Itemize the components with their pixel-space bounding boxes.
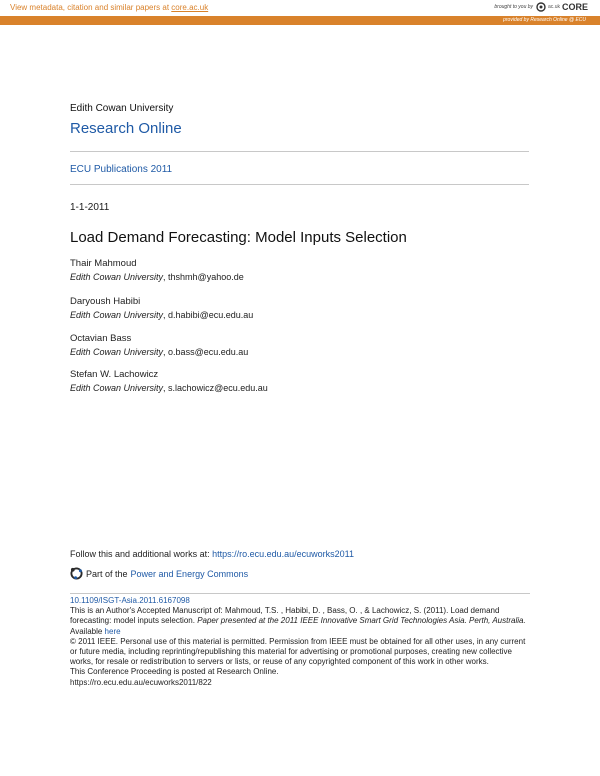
citation-block [70, 596, 530, 688]
core-logo[interactable] [536, 2, 588, 12]
author-email: , d.habibi@ecu.edu.au [163, 310, 254, 320]
doi-link[interactable]: 10.1109/ISGT-Asia.2011.6167098 [70, 596, 190, 605]
provided-by-text: provided by Research Online @ ECU [503, 17, 586, 23]
posted-notice: This Conference Proceeding is posted at Research Online. [70, 667, 279, 677]
author-entry [70, 369, 268, 393]
copyright-notice: © 2011 IEEE. Personal use of this material is permitted. Permission from IEEE must be obtained for all other uses, in any current or future media, including reprinting/republishing this material for advertising or promotional purposes, creating new collective works, for resale or redistribution to servers or lists, or reuse of any copyrighted component of this work in other works. [70, 636, 526, 667]
institution-name: Edith Cowan University [70, 103, 174, 114]
follow-link[interactable]: https://ro.ecu.edu.au/ecuworks2011 [212, 549, 354, 559]
affiliation-name: Edith Cowan University [70, 272, 164, 282]
divider [70, 184, 529, 185]
brought-by [494, 2, 588, 12]
part-of-line [70, 567, 248, 580]
provided-by-bar [0, 16, 600, 25]
core-logo-icon [536, 2, 546, 12]
follow-line [70, 549, 354, 559]
here-link[interactable]: here [104, 626, 121, 636]
author-affiliation [70, 347, 248, 357]
divider [70, 151, 529, 152]
author-affiliation [70, 310, 253, 320]
core-logo-word: CORE [561, 2, 588, 12]
affiliation-name: Edith Cowan University [70, 347, 164, 357]
author-affiliation [70, 272, 244, 282]
collection-link[interactable]: ECU Publications 2011 [70, 164, 173, 175]
affiliation-name: Edith Cowan University [70, 310, 164, 320]
network-icon [70, 567, 83, 580]
core-banner-label: View metadata, citation and similar papers at [10, 3, 172, 12]
paper-title: Load Demand Forecasting: Model Inputs Selection [70, 229, 407, 246]
author-email: , o.bass@ecu.edu.au [163, 347, 249, 357]
publication-date: 1-1-2011 [70, 202, 110, 213]
author-entry [70, 258, 244, 282]
citation-text [70, 606, 530, 637]
citation-main: This is an Author's Accepted Manuscript of: Mahmoud, T.S. , Habibi, D. , Bass, O. , & Lachowicz, S. (2011). Load demand forecasting: model inputs selection. [70, 606, 500, 626]
author-entry [70, 333, 248, 357]
affiliation-name: Edith Cowan University [70, 383, 164, 393]
author-name: Daryoush Habibi [70, 296, 141, 307]
core-link[interactable]: core.ac.uk [171, 3, 209, 12]
author-name: Octavian Bass [70, 333, 132, 344]
author-name: Thair Mahmoud [70, 258, 137, 269]
brought-by-label: brought to you by [494, 4, 534, 10]
core-banner-text [10, 3, 208, 12]
follow-label: Follow this and additional works at: [70, 549, 213, 559]
item-url: https://ro.ecu.edu.au/ecuworks2011/822 [70, 677, 212, 687]
citation-venue: Paper presented at the 2011 IEEE Innovative Smart Grid Technologies Asia. Perth, Australia. [197, 616, 526, 626]
core-logo-small: ac.uk [548, 4, 560, 10]
author-affiliation [70, 383, 268, 393]
author-name: Stefan W. Lachowicz [70, 369, 159, 380]
author-email: , thshmh@yahoo.de [163, 272, 244, 282]
author-entry [70, 296, 253, 320]
part-of-label: Part of the [86, 568, 128, 579]
author-email: , s.lachowicz@ecu.edu.au [163, 383, 268, 393]
repository-title[interactable]: Research Online [70, 120, 182, 137]
citation-available: Available [70, 626, 105, 636]
commons-link[interactable]: Power and Energy Commons [130, 568, 249, 579]
divider [70, 593, 530, 594]
